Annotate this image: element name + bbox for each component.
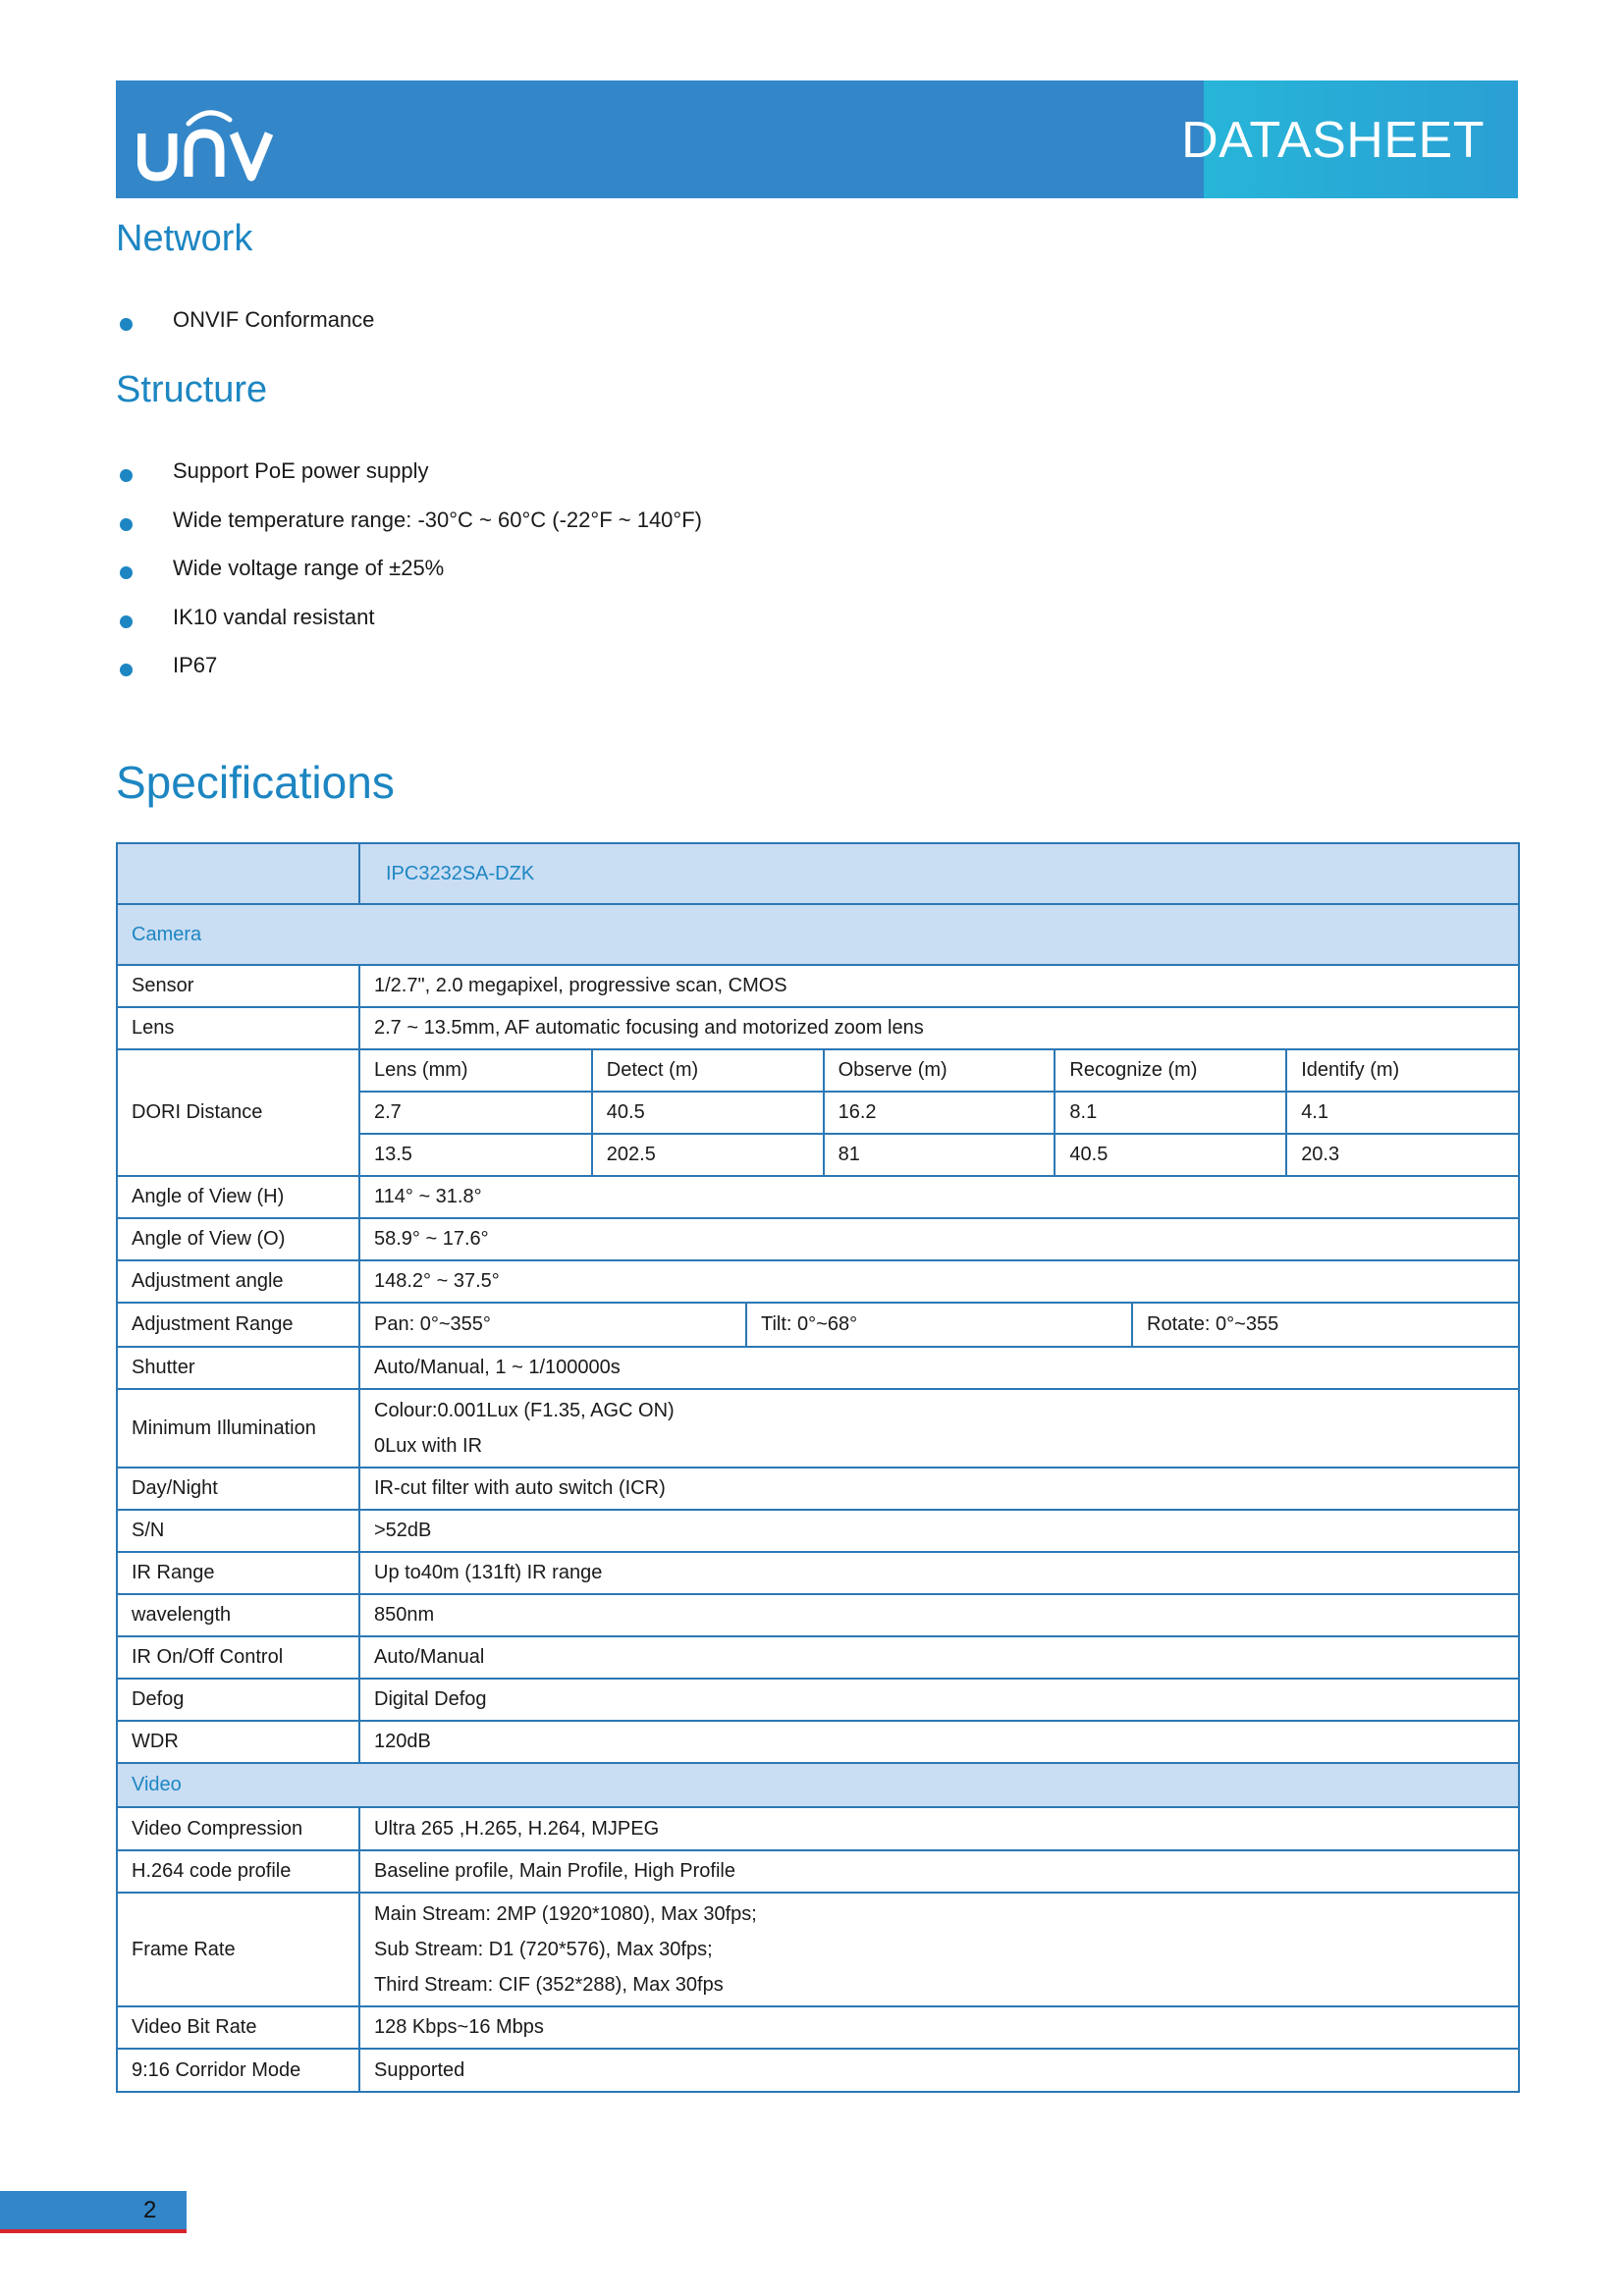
bullet-icon <box>120 518 133 531</box>
page-number: 2 <box>143 2197 157 2223</box>
row-label: WDR <box>117 1721 359 1763</box>
table-row <box>117 1176 1519 1218</box>
model-name: IPC3232SA-DZK <box>359 843 1519 904</box>
datasheet-label: DATASHEET <box>1181 112 1485 169</box>
row-value: Main Stream: 2MP (1920*1080), Max 30fps; Sub Stream: D1 (720*576), Max 30fps; Third Stream: CIF (352*288), Max 30fps <box>359 1893 1519 2006</box>
row-value: Colour:0.001Lux (F1.35, AGC ON) 0Lux with IR <box>359 1389 1519 1468</box>
table-row <box>117 1510 1519 1552</box>
network-heading: Network <box>116 218 253 259</box>
dori-row <box>360 1092 1518 1134</box>
row-label: wavelength <box>117 1594 359 1636</box>
row-value: Up to40m (131ft) IR range <box>359 1552 1519 1594</box>
section-row-camera <box>117 904 1519 965</box>
row-label: Angle of View (O) <box>117 1218 359 1260</box>
table-header-row <box>117 843 1519 904</box>
dori-cell-value: 202.5 <box>592 1134 824 1175</box>
row-value: 1/2.7", 2.0 megapixel, progressive scan, CMOS <box>359 965 1519 1007</box>
section-label-video: Video <box>117 1763 1519 1807</box>
bullet-icon <box>120 566 133 579</box>
row-label: S/N <box>117 1510 359 1552</box>
dori-cell-value: 8.1 <box>1055 1092 1286 1134</box>
dori-header: Detect (m) <box>592 1050 824 1092</box>
row-value: Digital Defog <box>359 1679 1519 1721</box>
list-item: ONVIF Conformance <box>116 302 374 351</box>
dori-cell-value: 16.2 <box>824 1092 1056 1134</box>
row-label: IR Range <box>117 1552 359 1594</box>
row-value: 2.7 ~ 13.5mm, AF automatic focusing and motorized zoom lens <box>359 1007 1519 1049</box>
bullet-icon <box>120 469 133 482</box>
table-row-dori <box>117 1049 1519 1176</box>
row-value: 850nm <box>359 1594 1519 1636</box>
table-row <box>117 2049 1519 2092</box>
dori-cell-value: 20.3 <box>1286 1134 1518 1175</box>
adj-range-rotate: Rotate: 0°~355 <box>1132 1304 1518 1346</box>
dori-header: Identify (m) <box>1286 1050 1518 1092</box>
spec-table <box>116 842 1520 2093</box>
row-label: Defog <box>117 1679 359 1721</box>
list-item: Wide voltage range of ±25% <box>116 551 702 600</box>
unv-logo <box>137 98 285 183</box>
row-value: 128 Kbps~16 Mbps <box>359 2006 1519 2049</box>
row-label: Angle of View (H) <box>117 1176 359 1218</box>
structure-heading: Structure <box>116 369 268 410</box>
row-label: H.264 code profile <box>117 1850 359 1893</box>
table-row <box>117 1850 1519 1893</box>
table-row <box>117 1552 1519 1594</box>
table-row <box>117 965 1519 1007</box>
bullet-icon <box>120 318 133 331</box>
table-row <box>117 1893 1519 2006</box>
dori-cell-value: 13.5 <box>360 1134 592 1175</box>
dori-cell <box>359 1049 1519 1176</box>
adj-range-tilt: Tilt: 0°~68° <box>746 1304 1132 1346</box>
row-label: 9:16 Corridor Mode <box>117 2049 359 2092</box>
row-value: Ultra 265 ,H.265, H.264, MJPEG <box>359 1807 1519 1850</box>
section-label-camera: Camera <box>117 904 1519 965</box>
row-value: 58.9° ~ 17.6° <box>359 1218 1519 1260</box>
row-value: 114° ~ 31.8° <box>359 1176 1519 1218</box>
table-row <box>117 1468 1519 1510</box>
dori-header-row <box>360 1050 1518 1092</box>
table-row <box>117 1347 1519 1389</box>
row-value: IR-cut filter with auto switch (ICR) <box>359 1468 1519 1510</box>
row-label: Day/Night <box>117 1468 359 1510</box>
header-empty-cell <box>117 843 359 904</box>
row-label: IR On/Off Control <box>117 1636 359 1679</box>
structure-list <box>116 454 702 697</box>
dori-cell-value: 40.5 <box>1055 1134 1286 1175</box>
row-label: Adjustment angle <box>117 1260 359 1303</box>
list-item: IP67 <box>116 648 702 697</box>
dori-cell-value: 40.5 <box>592 1092 824 1134</box>
adj-range-pan: Pan: 0°~355° <box>374 1313 491 1335</box>
row-value: 148.2° ~ 37.5° <box>359 1260 1519 1303</box>
dori-table <box>360 1050 1518 1175</box>
table-row <box>117 1303 1519 1347</box>
table-row <box>117 1389 1519 1468</box>
row-value: Baseline profile, Main Profile, High Profile <box>359 1850 1519 1893</box>
list-item: Wide temperature range: -30°C ~ 60°C (-22°F ~ 140°F) <box>116 503 702 552</box>
table-row <box>117 1721 1519 1763</box>
row-value: 120dB <box>359 1721 1519 1763</box>
row-label: Lens <box>117 1007 359 1049</box>
row-value: Auto/Manual <box>359 1636 1519 1679</box>
dori-cell-value: 81 <box>824 1134 1056 1175</box>
footer-red-line <box>0 2229 187 2233</box>
row-label: Video Compression <box>117 1807 359 1850</box>
bullet-icon <box>120 615 133 628</box>
row-label: Adjustment Range <box>117 1303 359 1347</box>
row-value: >52dB <box>359 1510 1519 1552</box>
adj-range-cell <box>359 1303 1519 1347</box>
dori-row <box>360 1134 1518 1175</box>
table-row <box>117 1260 1519 1303</box>
table-row <box>117 1679 1519 1721</box>
table-row <box>117 1218 1519 1260</box>
dori-cell-value: 2.7 <box>360 1092 592 1134</box>
table-row <box>117 1636 1519 1679</box>
row-label: Video Bit Rate <box>117 2006 359 2049</box>
row-label: DORI Distance <box>117 1049 359 1176</box>
list-item: Support PoE power supply <box>116 454 702 503</box>
table-row <box>117 1807 1519 1850</box>
dori-header: Observe (m) <box>824 1050 1056 1092</box>
datasheet-badge <box>1181 80 1518 198</box>
list-item: IK10 vandal resistant <box>116 600 702 649</box>
footer-bar <box>0 2191 187 2230</box>
row-value: Supported <box>359 2049 1519 2092</box>
table-row <box>117 1594 1519 1636</box>
dori-header: Lens (mm) <box>374 1059 468 1081</box>
row-value: Auto/Manual, 1 ~ 1/100000s <box>359 1347 1519 1389</box>
section-row-video <box>117 1763 1519 1807</box>
network-list <box>116 302 374 351</box>
row-label: Frame Rate <box>117 1893 359 2006</box>
header-banner <box>116 80 1518 198</box>
dori-header: Recognize (m) <box>1055 1050 1286 1092</box>
row-label: Sensor <box>117 965 359 1007</box>
table-row <box>117 2006 1519 2049</box>
specifications-heading: Specifications <box>116 757 395 808</box>
dori-cell-value: 4.1 <box>1286 1092 1518 1134</box>
row-label: Minimum Illumination <box>117 1389 359 1468</box>
bullet-icon <box>120 664 133 676</box>
table-row <box>117 1007 1519 1049</box>
row-label: Shutter <box>117 1347 359 1389</box>
